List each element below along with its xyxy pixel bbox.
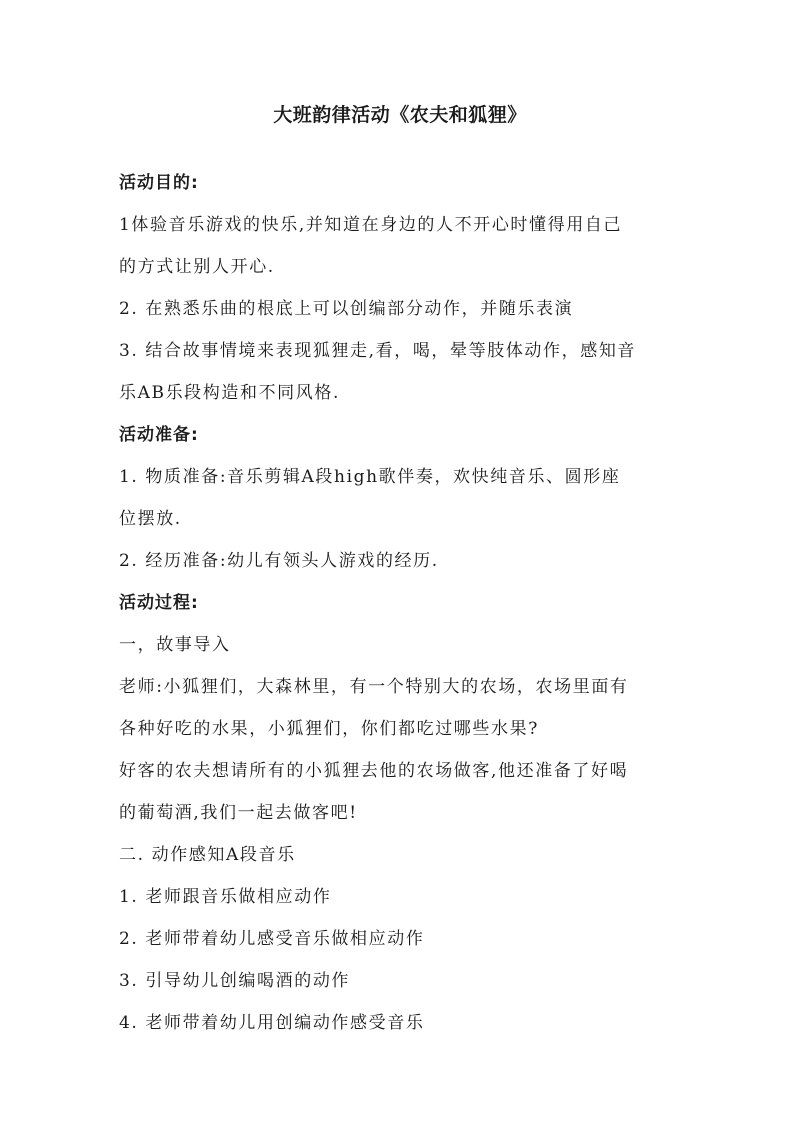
teacher-line-1: 老师:小狐狸们，大森林里，有一个特别大的农场，农场里面有 (119, 677, 629, 697)
action-4: 4. 老师带着幼儿用创编动作感受音乐 (119, 1013, 425, 1033)
action-2: 2. 老师带着幼儿感受音乐做相应动作 (119, 929, 425, 949)
action-1: 1. 老师跟音乐做相应动作 (119, 887, 332, 907)
goals-heading: 活动目的: (119, 173, 199, 193)
step-1: 一，故事导入 (119, 635, 231, 655)
action-3: 3. 引导幼儿创编喝酒的动作 (119, 971, 351, 991)
goal-1-line-2: 的方式让别人开心. (119, 257, 275, 277)
goal-2: 2. 在熟悉乐曲的根底上可以创编部分动作，并随乐表演 (119, 299, 574, 319)
prep-2: 2. 经历准备:幼儿有领头人游戏的经历. (119, 551, 439, 571)
story-line-2: 的葡萄酒,我们一起去做客吧! (119, 803, 358, 823)
goal-3-line-2: 乐AB乐段构造和不同风格. (119, 383, 340, 403)
process-heading: 活动过程: (119, 593, 199, 613)
goal-1-line-1: 1体验音乐游戏的快乐,并知道在身边的人不开心时懂得用自己 (119, 215, 623, 235)
document-title: 大班韵律活动《农夫和狐狸》 (273, 104, 527, 126)
teacher-line-2: 各种好吃的水果，小狐狸们，你们都吃过哪些水果? (119, 719, 539, 739)
prep-1-line-2: 位摆放. (119, 509, 182, 529)
prep-1-line-1: 1. 物质准备:音乐剪辑A段high歌伴奏，欢快纯音乐、圆形座 (119, 467, 621, 487)
prep-heading: 活动准备: (119, 425, 199, 445)
step-2: 二. 动作感知A段音乐 (119, 845, 296, 865)
goal-3-line-1: 3. 结合故事情境来表现狐狸走,看，喝，晕等肢体动作，感知音 (119, 341, 637, 361)
story-line-1: 好客的农夫想请所有的小狐狸去他的农场做客,他还准备了好喝 (119, 761, 629, 781)
